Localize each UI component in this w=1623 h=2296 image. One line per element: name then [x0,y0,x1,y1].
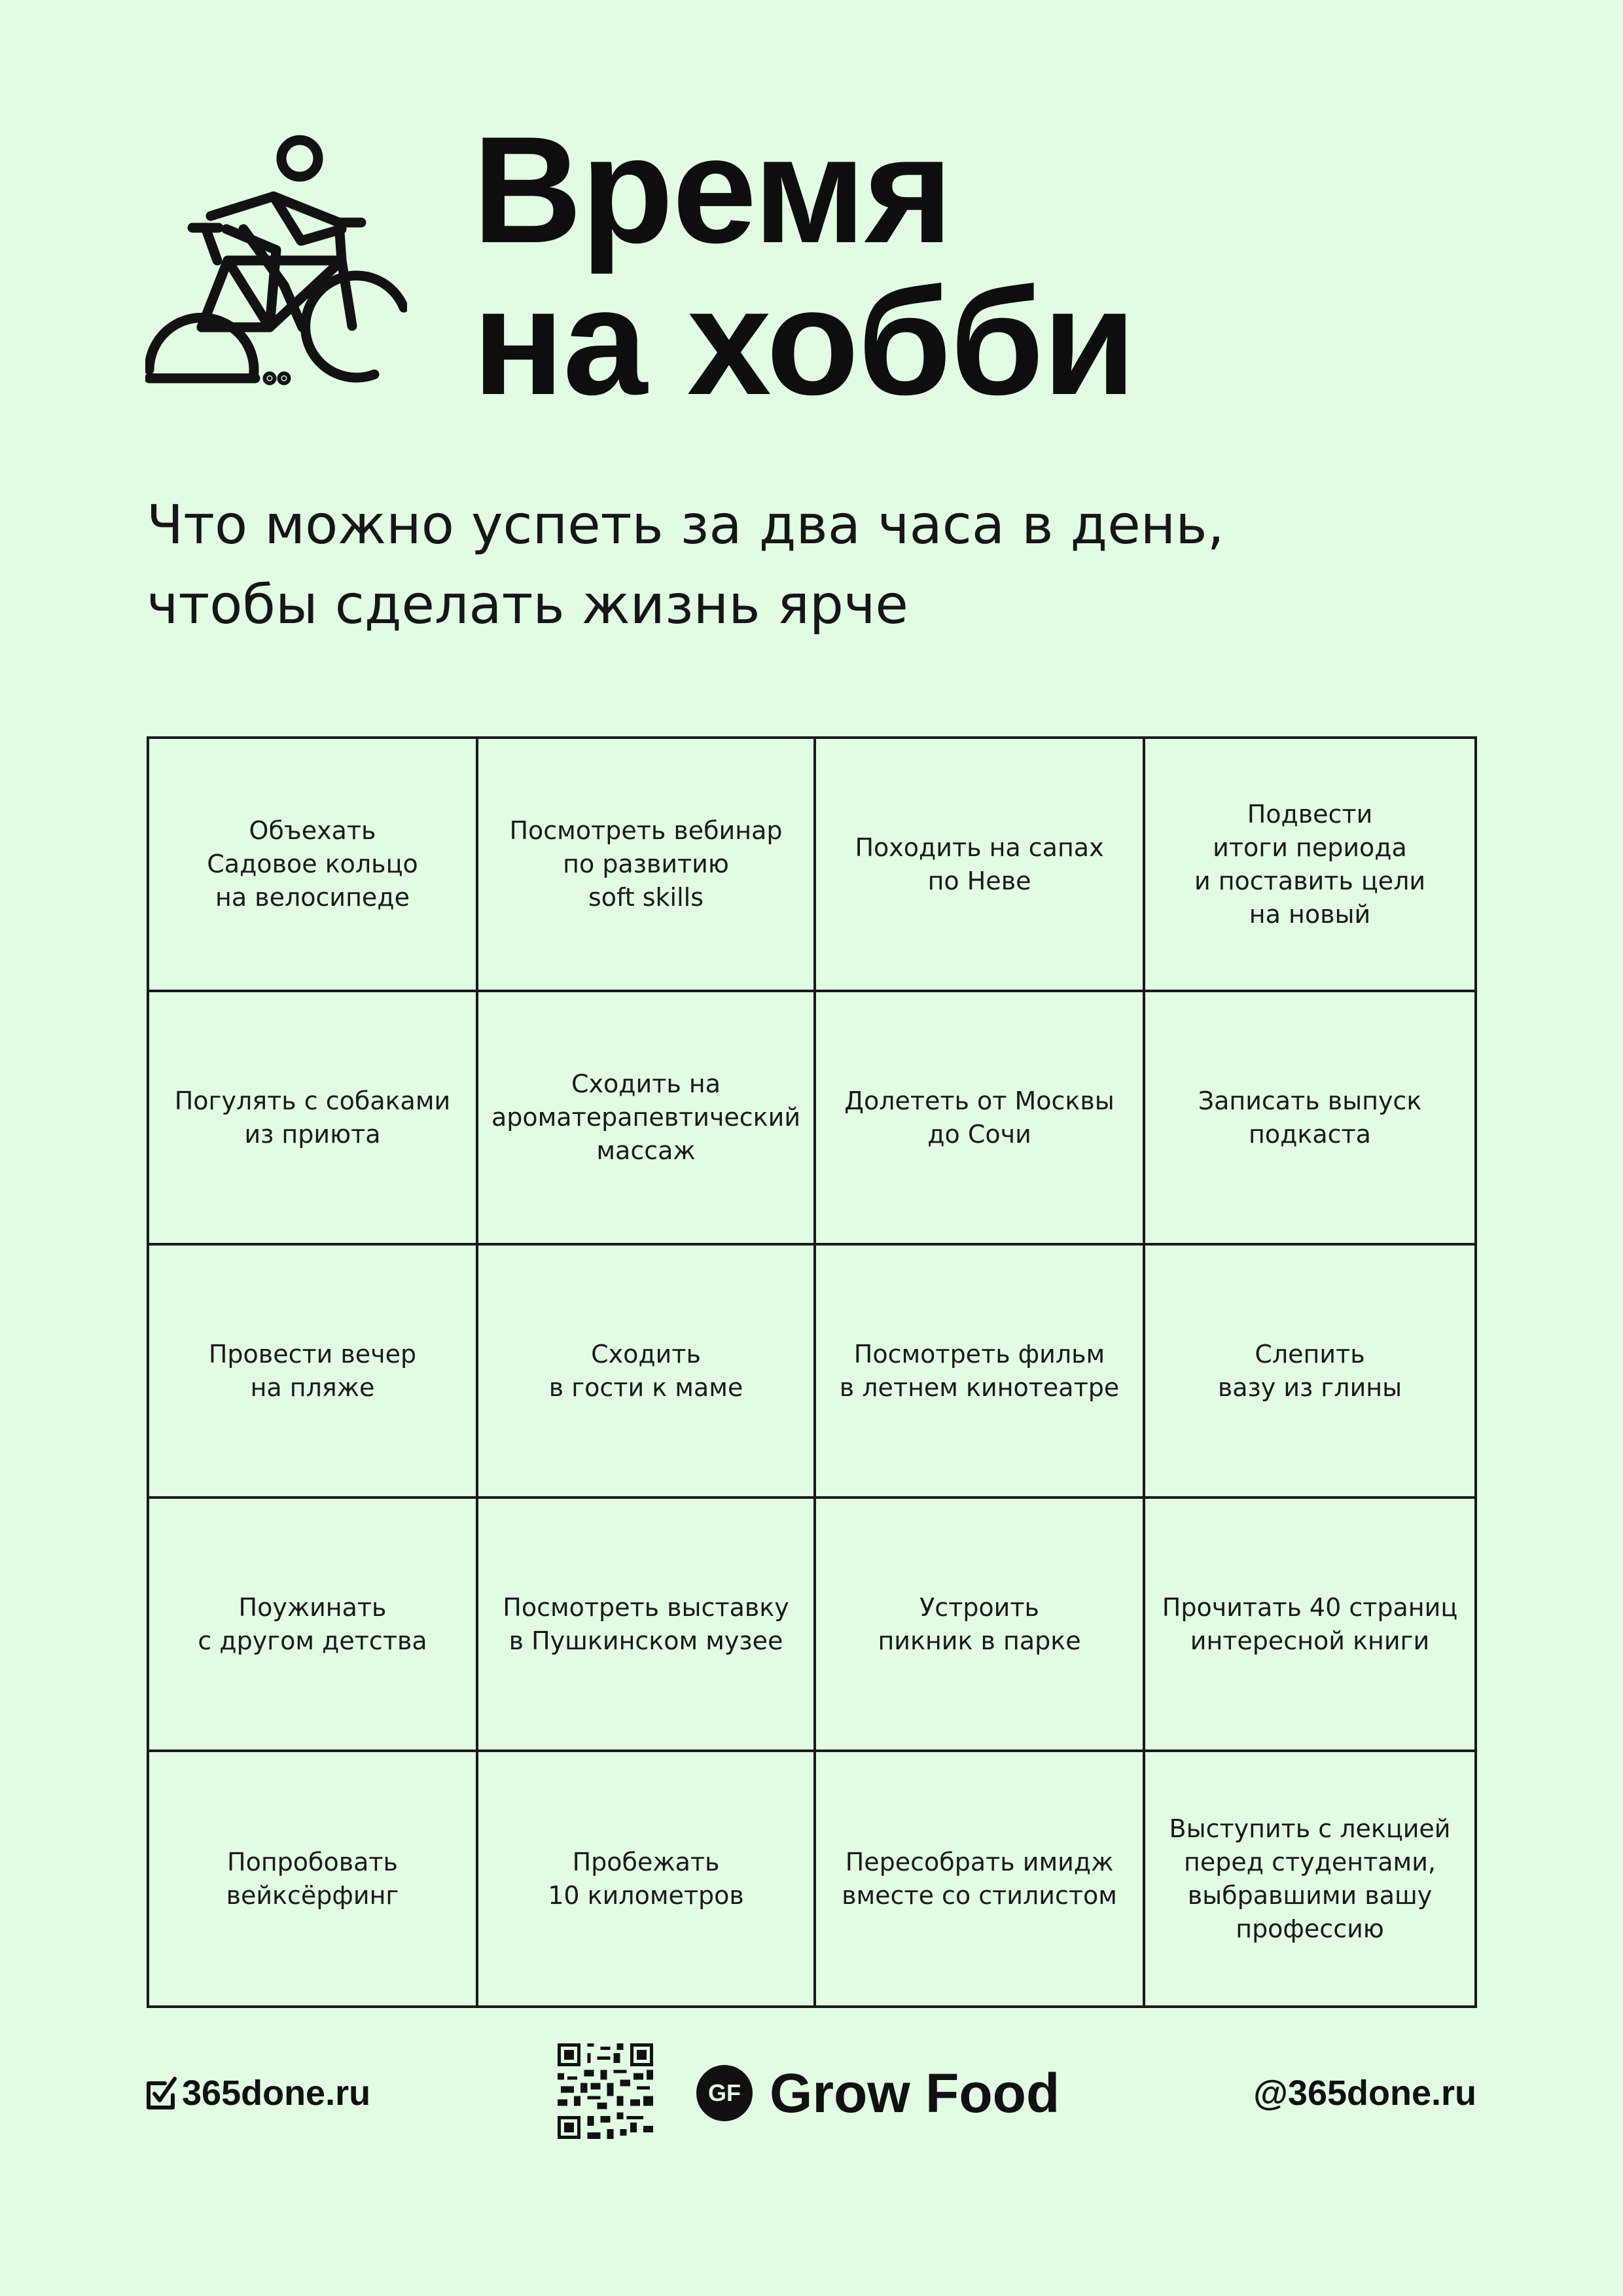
social-handle[interactable]: @365done.ru [1253,2073,1476,2113]
grid-cell: Попробовать вейксёрфинг [149,1752,478,2005]
grid-cell: Объехать Садовое кольцо на велосипеде [149,739,478,992]
grid-cell: Пробежать 10 километров [478,1752,816,2005]
grid-cell: Провести вечер на пляже [149,1246,478,1499]
grid-cell: Походить на сапах по Неве [816,739,1145,992]
checkbox-check-icon [145,2075,178,2111]
grid-cell: Сходить в гости к маме [478,1246,816,1499]
page-title [473,105,1135,427]
grid-cell: Посмотреть выставку в Пушкинском музее [478,1499,816,1752]
grid-cell: Пересобрать имидж вместе со стилистом [816,1752,1145,2005]
cyclist-icon [145,131,407,386]
brand-name: Grow Food [770,2062,1060,2124]
grid-cell: Сходить на ароматерапевтический массаж [478,992,816,1246]
grid-cell: Выступить с лекцией перед студентами, выбравшими вашу профессию [1169,1814,1451,1943]
grid-cell: Посмотреть фильм в летнем кинотеатре [816,1246,1145,1499]
website-link[interactable] [145,2073,370,2113]
qr-code-icon[interactable] [558,2043,653,2139]
brand-logo [696,2064,1060,2123]
grid-cell: Устроить пикник в парке [816,1499,1145,1752]
brand-badge: GF [696,2065,753,2121]
grid-cell: Посмотреть вебинар по развитию soft skills [478,739,816,992]
grid-cell: Записать выпуск подкаста [1145,992,1474,1246]
grid-cell: Прочитать 40 страниц интересной книги [1145,1499,1474,1752]
grid-cell: Долететь от Москвы до Сочи [816,992,1145,1246]
website-text: 365done.ru [182,2073,371,2113]
subtitle-line-1: Что можно успеть за два часа в день, [147,494,1224,556]
grid-cell: Подвести итоги периода и поставить цели на новый [1145,739,1474,992]
grid-cell: Поужинать с другом детства [149,1499,478,1752]
grid-cell: Погулять с собаками из приюта [149,992,478,1246]
subtitle [147,486,1224,645]
title-line-1: Время [473,105,952,275]
hobby-grid [147,736,1477,2008]
subtitle-line-2: чтобы сделать жизнь ярче [147,574,908,636]
title-line-2: на хобби [473,257,1135,427]
grid-cell: Слепить вазу из глины [1145,1246,1474,1499]
